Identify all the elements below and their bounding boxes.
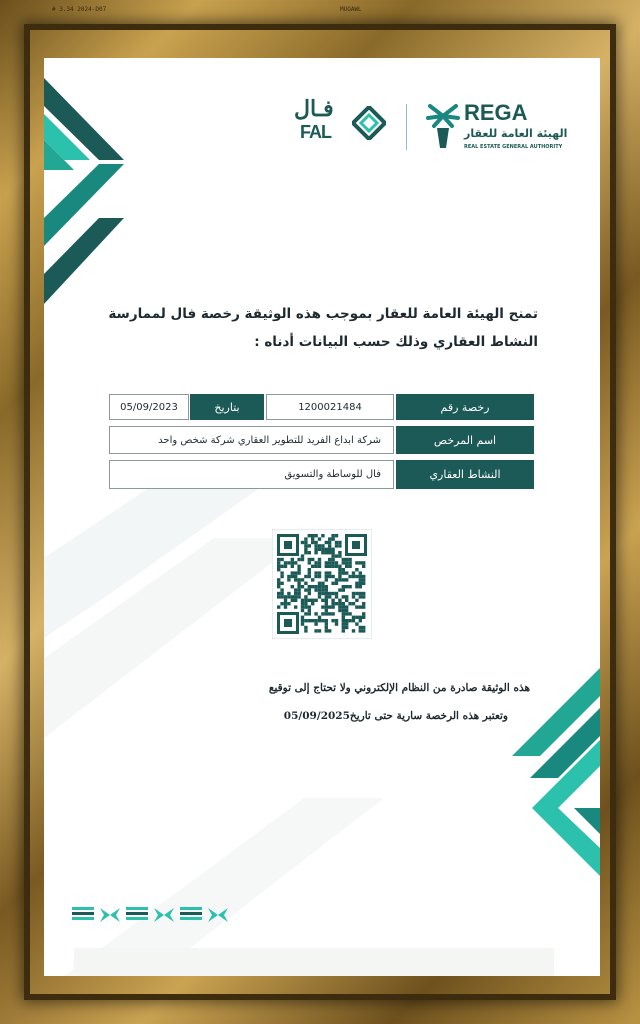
intro-line-2: النشاط العقاري وذلك حسب البيانات أدناه : — [254, 334, 538, 350]
rega-logo — [426, 102, 586, 158]
bottom-ornament — [72, 904, 232, 926]
license-number-label: رخصة رقم — [396, 394, 534, 420]
left-chevron-decoration — [44, 78, 134, 318]
logo-divider — [406, 104, 407, 150]
frame-label-left: # 3.34 2024-D07 — [52, 6, 107, 13]
licensee-value: شركة ابداع الفريد للتطوير العقاري شركة شخص واحد — [109, 426, 394, 454]
date-value: 05/09/2023 — [109, 394, 189, 420]
fal-logo-arabic: فـال — [294, 96, 334, 121]
validity-note: وتعتبر هذه الرخصة سارية حتى تاريخ05/09/2025 — [283, 710, 508, 722]
certificate-paper — [44, 58, 600, 976]
frame-label-right: MUOAWL — [340, 6, 362, 13]
rega-logo-subtitle: REAL ESTATE GENERAL AUTHORITY — [464, 144, 563, 150]
activity-label: النشاط العقاري — [396, 460, 534, 489]
intro-line-1: تمنح الهيئة العامة للعقار بموجب هذه الوثيقة رخصة فال لممارسة — [108, 306, 538, 322]
electronic-document-note: هذه الوثيقة صادرة من النظام الإلكتروني ولا تحتاج إلى توقيع — [268, 682, 530, 694]
rega-logo-arabic: الهيئة العامة للعقار — [464, 127, 568, 140]
certificate-intro — [98, 300, 538, 356]
date-label: بتاريخ — [190, 394, 264, 420]
licensee-label: اسم المرخص — [396, 426, 534, 454]
license-number-value: 1200021484 — [266, 394, 394, 420]
fal-logo — [294, 98, 386, 154]
qr-code[interactable] — [272, 529, 372, 639]
palm-icon — [426, 102, 460, 150]
fal-diamond-icon — [352, 106, 386, 140]
activity-value: فال للوساطة والتسويق — [109, 460, 394, 489]
right-chevron-decoration — [512, 668, 600, 908]
rega-logo-english: REGA — [464, 100, 528, 125]
fal-logo-english: FAL — [300, 122, 331, 142]
